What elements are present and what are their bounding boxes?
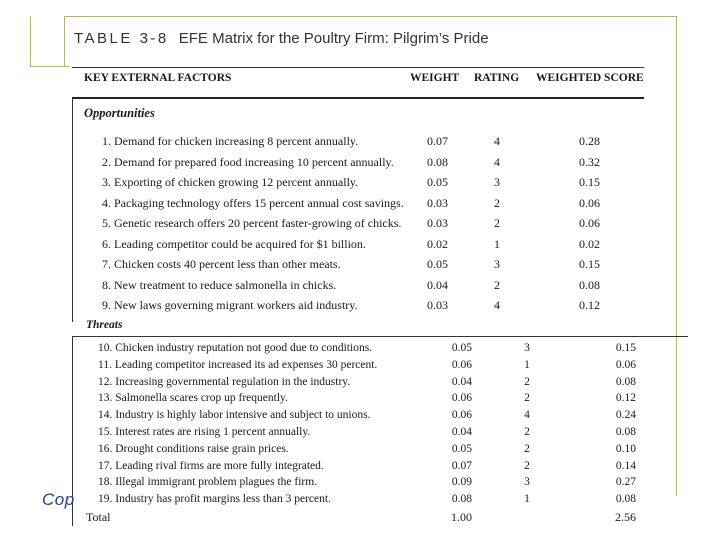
factor-text: 4. Packaging technology offers 15 percent annual cost savings. [102,195,404,210]
rating-value: 2 [524,375,530,388]
weighted-score-value: 0.06 [579,195,600,210]
weight-value: 0.06 [451,358,472,371]
weighted-score-value: 0.08 [615,493,636,506]
rating-value: 1 [524,493,530,506]
factor-text: 14. Industry is highly labor intensive and subject to unions. [98,409,371,422]
table-row [98,356,688,374]
table-row [98,389,688,407]
factor-text: 16. Drought conditions raise grain prices. [98,442,289,455]
rating-value: 3 [494,175,500,189]
rating-value: 4 [524,409,530,422]
rating-value: 2 [524,459,530,472]
weighted-score-value: 0.32 [579,154,600,169]
weighted-score-value: 0.24 [615,409,636,422]
table-row [102,296,642,314]
table-rule [72,336,688,337]
table-row [98,440,688,458]
weight-value: 0.06 [451,392,472,405]
weighted-score-value: 0.27 [615,476,636,489]
table-row [98,423,688,441]
factor-text: 2. Demand for prepared food increasing 10 percent annually. [102,154,394,169]
factor-text: 1. Demand for chicken increasing 8 percent annually. [102,134,359,148]
section-opportunities: Opportunities [84,106,155,120]
factor-text: 18. Illegal immigrant problem plagues the firm. [98,476,318,489]
table-row [102,173,642,191]
table-header [84,72,644,88]
weight-value: 0.08 [451,493,472,506]
rating-value: 2 [494,195,500,210]
weight-value: 0.03 [427,195,448,210]
weighted-score-value: 0.15 [579,257,600,271]
total-weight: 1.00 [451,510,472,524]
total-label: Total [86,510,111,524]
rating-value: 3 [524,476,530,489]
rating-value: 4 [494,298,500,312]
rating-value: 1 [524,358,530,371]
total-row [86,510,111,525]
factor-text: 9. New laws governing migrant workers aid industry. [102,298,358,312]
factor-text: 11. Leading competitor increased its ad expenses 30 percent. [98,358,378,371]
factor-text: 10. Chicken industry reputation not good due to conditions. [98,342,373,354]
factor-text: 3. Exporting of chicken growing 12 percent annually. [102,175,359,189]
header-weight: WEIGHT [410,72,460,84]
weighted-score-value: 0.12 [615,392,636,405]
factor-text: 17. Leading rival firms are more fully integrated. [98,459,324,472]
weighted-score-value: 0.02 [579,236,600,251]
table-row [98,473,688,491]
slide-accent-line [30,16,31,66]
table-row [102,255,642,273]
table-row [98,490,688,508]
table-row [98,373,688,391]
weight-value: 0.03 [427,216,448,230]
table-row [102,194,642,212]
table-row [102,276,642,294]
header-rating: RATING [474,72,520,84]
rating-value: 2 [524,392,530,405]
table-rule [72,97,644,99]
weight-value: 0.03 [427,298,448,312]
factor-text: 19. Industry has profit margins less than 3 percent. [98,493,331,506]
factor-text: 6. Leading competitor could be acquired for $1 billion. [102,236,366,251]
weighted-score-value: 0.06 [615,358,636,371]
slide-accent-line [30,66,70,67]
factor-text: 13. Salmonella scares crop up frequently. [98,392,288,405]
weight-value: 0.07 [427,134,448,148]
weighted-score-value: 0.28 [579,134,600,148]
header-weighted-score: WEIGHTED SCORE [536,72,644,84]
weighted-score-value: 0.08 [615,375,636,388]
slide-accent-line [64,16,65,66]
weight-value: 0.04 [451,426,472,438]
weighted-score-value: 0.12 [579,298,600,312]
weighted-score-value: 0.14 [615,459,636,472]
weight-value: 0.05 [451,442,472,455]
rating-value: 4 [494,134,500,148]
table-title-text: EFE Matrix for the Poultry Firm: Pilgrim’s Pride [178,30,489,47]
header-factors: KEY EXTERNAL FACTORS [84,72,232,84]
weighted-score-value: 0.08 [579,277,600,292]
table-row [102,132,642,150]
weighted-score-value: 0.15 [579,175,600,189]
rating-value: 2 [524,426,530,438]
weight-value: 0.09 [451,476,472,489]
section-threats: Threats [86,319,123,331]
factor-text: 8. New treatment to reduce salmonella in chicks. [102,277,337,292]
total-score: 2.56 [615,510,636,524]
weight-value: 0.04 [451,375,472,388]
weighted-score-value: 0.15 [615,342,636,354]
table-number: TABLE 3-8 [74,30,169,47]
slide-footer-text: Cop [42,490,75,509]
weighted-score-value: 0.06 [579,216,600,230]
slide-accent-line [64,16,677,17]
table-row [98,406,688,424]
table-title [74,30,489,47]
rating-value: 2 [524,442,530,455]
factor-text: 15. Interest rates are rising 1 percent annually. [98,426,311,438]
weight-value: 0.04 [427,277,448,292]
rating-value: 3 [494,257,500,271]
weighted-score-value: 0.10 [615,442,636,455]
table-row [98,457,688,475]
weight-value: 0.07 [451,459,472,472]
weight-value: 0.06 [451,409,472,422]
weighted-score-value: 0.08 [615,426,636,438]
factor-text: 5. Genetic research offers 20 percent faster-growing of chicks. [102,216,402,230]
table-border [72,98,73,322]
rating-value: 2 [494,277,500,292]
table-row [102,235,642,253]
weight-value: 0.05 [427,175,448,189]
rating-value: 2 [494,216,500,230]
weight-value: 0.05 [427,257,448,271]
rating-value: 1 [494,236,500,251]
table-row [102,153,642,171]
weight-value: 0.02 [427,236,448,251]
table-rule [72,67,644,68]
factor-text: 7. Chicken costs 40 percent less than other meats. [102,257,341,271]
table-row [98,339,688,357]
weight-value: 0.08 [427,154,448,169]
rating-value: 4 [494,154,500,169]
rating-value: 3 [524,342,530,354]
factor-text: 12. Increasing governmental regulation in the industry. [98,375,351,388]
table-row [102,214,642,232]
weight-value: 0.05 [451,342,472,354]
